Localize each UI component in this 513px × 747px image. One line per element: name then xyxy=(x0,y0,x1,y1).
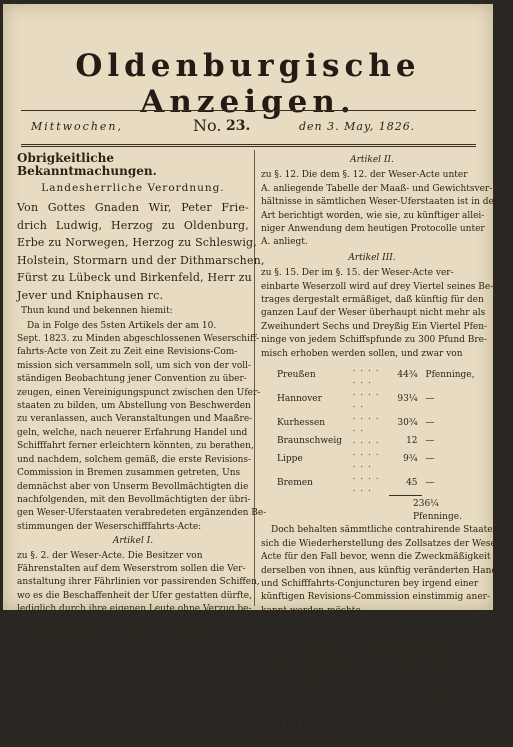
article-line: niger Anwendung dem heutigen Protocolle unter xyxy=(261,224,485,235)
body-line: fahrts-Acte von Zeit zu Zeit eine Revisions-Com- xyxy=(17,347,238,358)
intro-line: drich Ludwig, Herzog zu Oldenburg, xyxy=(17,218,249,232)
toll-value: 30¾ xyxy=(397,418,418,429)
toll-table xyxy=(273,363,483,496)
after-total-text xyxy=(261,524,499,537)
state-name: Kurhessen xyxy=(277,418,326,429)
article-2-text xyxy=(261,169,499,249)
dateline-date: den 3. May, 1826. xyxy=(299,120,416,133)
body-line: zeugen, einen Vereinigungspunct zwischen den Ufer- xyxy=(17,387,261,398)
article-line: zu §. 16. Die dem §. 16. der Weser-Acte bey- xyxy=(261,636,462,647)
section-heading: Obrigkeitliche Bekanntmachungen. xyxy=(17,151,157,179)
leader-dots: . . . . xyxy=(352,436,380,447)
intro-paragraph-end xyxy=(17,287,249,305)
body-paragraph xyxy=(17,320,249,333)
leader-dots: . . . . . . . xyxy=(352,364,380,387)
leader-dots: . . . . . . xyxy=(352,412,380,435)
article-line: A. anliegende Tabelle der Maaß- und Gewichtsver- xyxy=(261,183,493,194)
table-row xyxy=(273,447,483,471)
body-line: gen Weser-Uferstaaten verabredeten ergänzenden Be- xyxy=(17,508,267,519)
body-line: geln, welche, nach neuerer Erfahrung Handel und xyxy=(17,427,248,438)
body-line: Sept. 1823. zu Minden abgeschlossenen Weserschiff- xyxy=(17,334,260,345)
leader-dots: . . . . . . xyxy=(352,388,380,411)
issue-number: 23. xyxy=(226,118,251,134)
right-column xyxy=(261,152,513,747)
body-line: nachfolgenden, mit den Bevollmächtigten der übri- xyxy=(17,494,251,505)
state-name: Preußen xyxy=(277,370,316,381)
dateline-rule xyxy=(21,144,476,145)
table-row xyxy=(273,387,483,411)
article-line: A. anliegt. xyxy=(261,237,308,248)
toll-unit: Pfenninge, xyxy=(425,370,475,381)
article-line: Fährenstalten auf dem Weserstrom sollen die Ver- xyxy=(17,563,246,574)
body-line: stimmungen der Weserschifffahrts-Acte: xyxy=(17,521,202,532)
article-line: wirken lassen, ohne dabey den Schiffern irgend eine xyxy=(17,617,258,628)
article-line: ter B. zur alleinigen Anwendung beyliegt. xyxy=(261,690,452,701)
body-line: zu veranlassen, auch Veranstaltungen und Maaßre- xyxy=(17,414,253,425)
toll-unit: — xyxy=(425,454,435,465)
toll-value: 12 xyxy=(406,436,418,447)
newspaper-page xyxy=(3,4,513,745)
masthead-title: Oldenburgische Anzeigen. xyxy=(75,48,421,120)
dateline xyxy=(21,116,476,138)
dateline-rule-double xyxy=(21,146,476,147)
article-line: anstaltung ihrer Fährlinien vor passirenden Schiffen, xyxy=(17,577,260,588)
section-subheading: Landesherrliche Verordnung. xyxy=(41,181,225,194)
article-2-title: Artikel II. xyxy=(350,155,394,165)
toll-value: 9¾ xyxy=(403,454,418,465)
body-line: und nachdem, solchem gemäß, die erste Revisions- xyxy=(17,454,252,465)
article-line: zu §. 15. Der im §. 15. der Weser-Acte ver- xyxy=(261,268,454,279)
toll-unit: — xyxy=(425,478,435,489)
greeting: Thun kund und bekennen hiemit: xyxy=(21,306,173,317)
issue-label: No. xyxy=(193,116,222,135)
intro-line: Erbe zu Norwegen, Herzog zu Schleswig, xyxy=(17,236,257,250)
article-line: ganzen Lauf der Weser überhaupt nicht mehr als xyxy=(261,308,486,319)
article-line: lediglich durch ihre eigenen Leute ohne Verzug be- xyxy=(17,604,252,615)
article-3-text xyxy=(261,267,494,361)
body-paragraph-cont xyxy=(17,333,267,534)
left-column xyxy=(17,151,267,643)
body-line: demnächst aber von Unserm Bevollmächtigten die xyxy=(17,481,249,492)
article-5-title: Artikel V. xyxy=(351,705,393,716)
article-1-text xyxy=(17,550,260,644)
toll-total: 236¼ Pfenninge. xyxy=(413,498,462,522)
article-4-title: Artikel IV. xyxy=(349,621,395,632)
dateline-weekday: Mittwochen, xyxy=(31,120,123,133)
article-line: Acte für den Fall bevor, wenn die Zweckmäßigkeit xyxy=(261,552,491,563)
table-row xyxy=(273,471,483,495)
article-line: künftigen Revisions-Commission einstimmig aner- xyxy=(261,592,491,603)
article-line: einbarte Weserzoll wird auf drey Viertel seines Be- xyxy=(261,281,494,292)
body-line: Schifffahrt ferner erleichtern könnten, zu berathen, xyxy=(17,441,254,452)
body-line: Da in Folge des 5sten Artikels der am 10. xyxy=(27,320,217,331)
toll-unit: — xyxy=(425,418,435,429)
article-line: gefügte Anlage C. ist nach den neuen zum §. 15. xyxy=(261,650,482,661)
article-line: sich die Wiederherstellung des Zollsatzes der Weser- xyxy=(261,538,504,549)
intro-line: Fürst zu Lübeck und Birkenfeld, Herr zu xyxy=(17,271,252,285)
table-row xyxy=(273,363,483,387)
toll-value: 44¾ xyxy=(397,370,418,381)
body-line: ständigen Beobachtung jener Convention zu über- xyxy=(17,374,247,385)
state-name: Bremen xyxy=(277,478,313,489)
article-line: Doch behalten sämmtliche contrahirende Staaten xyxy=(271,525,499,536)
article-line: trages dergestalt ermäßiget, daß künftig für den xyxy=(261,295,484,306)
toll-value: 93¼ xyxy=(397,394,418,405)
intro-line: Holstein, Stormarn und der Dithmarschen, xyxy=(17,253,265,267)
after-total-text-cont xyxy=(261,538,513,618)
table-row xyxy=(273,435,483,447)
column-divider xyxy=(254,150,255,606)
article-5-text xyxy=(261,720,483,747)
intro-line: Von Gottes Gnaden Wir, Peter Frie- xyxy=(17,201,249,215)
toll-unit: — xyxy=(425,436,435,447)
article-line: gefaßten Beschlüssen in der Art berichtigt worden, xyxy=(261,663,496,674)
article-line: und Schifffahrts-Conjuncturen bey irgend einer xyxy=(261,579,479,590)
toll-unit: — xyxy=(425,394,435,405)
article-line: ninge von jedem Schiffspfunde zu 300 Pfund Bre- xyxy=(261,335,488,346)
article-line: derselben von ihnen, aus künftig veränderten Handels- xyxy=(261,565,513,576)
article-line: zu §. 12. Die dem §. 12. der Weser-Acte unter xyxy=(261,170,468,181)
toll-value: 45 xyxy=(389,471,421,495)
article-line: hältnisse in sämtlichen Weser-Uferstaaten ist in der xyxy=(261,197,499,208)
article-line: Art berichtigt worden, wie sie, zu künftiger allei- xyxy=(261,210,485,221)
body-line: Commission in Bremen zusammen getreten, Uns xyxy=(17,468,241,479)
state-name: Braunschweig xyxy=(277,436,342,447)
intro-paragraph xyxy=(17,199,265,287)
body-line: staaten zu bilden, um Abstellung von Beschwerden xyxy=(17,401,251,412)
article-3-title: Artikel III. xyxy=(348,252,396,263)
leader-dots: . . . . . . . xyxy=(352,448,380,471)
state-name: Hannover xyxy=(277,394,322,405)
intro-line: Jever und Kniphausen rc. xyxy=(17,288,164,302)
article-1-title: Artikel I. xyxy=(112,536,154,547)
leader-dots: . . . . . . . xyxy=(352,472,380,495)
article-line: unfreywillige Beyhülfe zumuthen zu dürfen. xyxy=(17,630,218,641)
body-line: mission sich versammeln soll, um sich von der voll- xyxy=(17,360,252,371)
article-4-text xyxy=(261,636,498,703)
table-row xyxy=(273,411,483,435)
article-line: zu §. 17. Der §. 17. der Weser-Acte ist modi- xyxy=(261,721,462,732)
article-line: misch erhoben werden sollen, und zwar von xyxy=(261,348,463,359)
article-line: kannt werden möchte. xyxy=(261,605,364,616)
article-line: ficiret wie folgt: xyxy=(261,734,334,745)
masthead-rule xyxy=(21,110,476,111)
article-line: Zweihundert Sechs und Dreyßig Ein Viertel Pfen- xyxy=(261,321,488,332)
article-line: zu §. 2. der Weser-Acte. Die Besitzer von xyxy=(17,550,203,561)
state-name: Lippe xyxy=(277,454,303,465)
article-line: wo es die Beschaffenheit der Ufer gestatten dürfte, xyxy=(17,590,252,601)
article-line: wie sie nunmehr dem gegenwärtigen Protocolle un- xyxy=(261,676,498,687)
